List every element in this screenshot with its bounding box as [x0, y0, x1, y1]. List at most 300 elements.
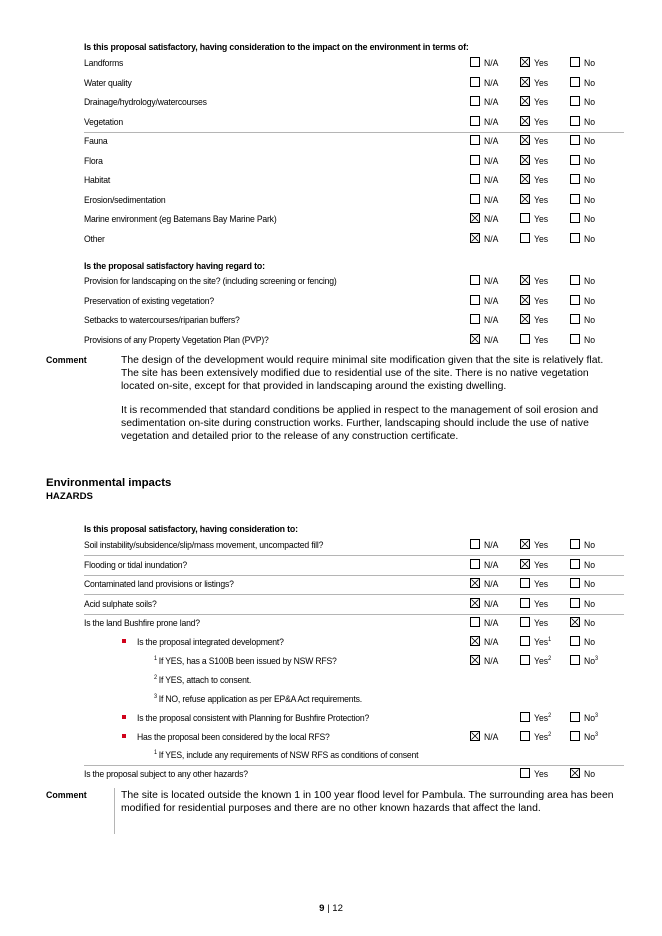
- row-label: [84, 275, 337, 286]
- na-option-label: [484, 334, 498, 345]
- option-text: No: [584, 275, 596, 286]
- checkbox-icon[interactable]: [470, 539, 480, 549]
- footnote-marker: 3: [595, 731, 599, 738]
- row-label-text: Landforms: [84, 57, 124, 68]
- checkbox-icon[interactable]: [520, 617, 530, 627]
- checklist-row: [84, 191, 624, 210]
- checkbox-icon[interactable]: [470, 116, 480, 126]
- na-option-label: [484, 636, 498, 647]
- checklist-row: [84, 230, 624, 249]
- checkbox-icon[interactable]: [470, 598, 480, 608]
- row-label: [84, 96, 207, 107]
- na-option-label: [484, 295, 498, 306]
- na-option-label: [484, 174, 498, 185]
- checklist-row: [84, 690, 624, 709]
- checklist-row: [84, 272, 624, 291]
- checkbox-icon[interactable]: [470, 655, 480, 665]
- yes-option-label: [534, 213, 548, 224]
- comment-text: [121, 789, 621, 826]
- checklist-row: [84, 113, 624, 133]
- checkbox-icon[interactable]: [570, 213, 580, 223]
- checklist-row: [84, 595, 624, 615]
- bullet-icon: [122, 715, 126, 719]
- no-option-label: [584, 539, 595, 550]
- yes-option-label: [534, 233, 548, 244]
- option-text: No: [584, 57, 596, 68]
- row-label-text: Other: [84, 232, 105, 244]
- checkbox-icon[interactable]: [470, 213, 480, 223]
- comment-text: [121, 354, 621, 454]
- row-label-text: Preservation of existing vegetation?: [84, 294, 215, 306]
- row-label-text: Acid sulphate soils?: [84, 597, 157, 609]
- yes-option-label: [534, 578, 548, 589]
- checklist-row: [84, 93, 624, 112]
- option-text: Yes: [534, 578, 549, 589]
- row-label: [84, 578, 234, 589]
- checkbox-icon[interactable]: [570, 314, 580, 324]
- option-text: Yes: [534, 768, 549, 779]
- option-text: No: [584, 232, 596, 244]
- yes-option-label: [534, 731, 551, 742]
- option-text: N/A: [484, 558, 499, 570]
- checkbox-icon[interactable]: [570, 559, 580, 569]
- checkbox-icon[interactable]: [520, 712, 530, 722]
- na-option-label: [484, 194, 498, 205]
- row-label: [84, 295, 214, 306]
- footnote-marker: 2: [548, 655, 552, 662]
- yes-option-label: [534, 275, 548, 286]
- option-text: Yes: [534, 135, 549, 146]
- checkbox-icon[interactable]: [470, 559, 480, 569]
- option-text: No: [584, 174, 596, 185]
- na-option-label: [484, 578, 498, 589]
- checkbox-icon[interactable]: [520, 598, 530, 608]
- option-text: N/A: [484, 539, 499, 550]
- env-question: Is this proposal satisfactory, having consideration to the impact on the environment in terms of:: [84, 42, 469, 53]
- row-label-text: Has the proposal been considered by the local RFS?: [137, 731, 330, 742]
- option-text: Yes: [534, 174, 549, 185]
- option-text: Yes: [534, 655, 549, 666]
- option-text: No: [584, 731, 596, 742]
- option-text: N/A: [484, 232, 499, 244]
- checklist-row: [84, 54, 624, 73]
- checkbox-icon[interactable]: [470, 77, 480, 87]
- no-option-label: [584, 96, 595, 107]
- row-label-text: Provision for landscaping on the site? (including screening or fencing): [84, 275, 337, 286]
- checkbox-icon[interactable]: [470, 233, 480, 243]
- yes-option-label: [534, 334, 548, 345]
- option-text: Yes: [534, 115, 549, 127]
- checkbox-icon[interactable]: [520, 233, 530, 243]
- footnote-marker: 3: [595, 712, 599, 719]
- checklist-row: [84, 536, 624, 556]
- checkbox-icon[interactable]: [570, 77, 580, 87]
- checklist-row: [84, 746, 624, 766]
- option-text: N/A: [484, 597, 499, 609]
- comment-divider: [114, 788, 115, 834]
- option-text: N/A: [484, 154, 499, 166]
- checkbox-icon[interactable]: [520, 57, 530, 67]
- checkbox-icon[interactable]: [570, 233, 580, 243]
- option-text: No: [584, 712, 596, 723]
- yes-option-label: [534, 96, 548, 107]
- yes-option-label: [534, 174, 548, 185]
- option-text: No: [584, 76, 596, 88]
- option-text: N/A: [484, 96, 499, 107]
- option-text: Yes: [534, 232, 549, 244]
- option-text: Yes: [534, 76, 549, 88]
- checklist-row: [84, 152, 624, 171]
- checklist-row: [84, 556, 624, 576]
- checkbox-icon[interactable]: [570, 116, 580, 126]
- checkbox-icon[interactable]: [470, 578, 480, 588]
- checkbox-icon[interactable]: [470, 57, 480, 67]
- page-separator: |: [324, 903, 333, 914]
- checkbox-icon[interactable]: [570, 135, 580, 145]
- row-label: [84, 174, 110, 185]
- checkbox-icon[interactable]: [520, 636, 530, 646]
- checkbox-icon[interactable]: [570, 539, 580, 549]
- row-label: [84, 768, 248, 779]
- checklist-row: [84, 210, 624, 229]
- row-label: [137, 636, 284, 647]
- na-option-label: [484, 559, 498, 570]
- checkbox-icon[interactable]: [520, 731, 530, 741]
- checkbox-icon[interactable]: [520, 578, 530, 588]
- checkbox-icon[interactable]: [570, 655, 580, 665]
- option-text: No: [584, 193, 596, 205]
- option-text: No: [584, 154, 596, 166]
- checkbox-icon[interactable]: [570, 155, 580, 165]
- comment-paragraph: The site is located outside the known 1 in 100 year flood level for Pambula. The surrounding area has been modified for residential purposes and there are no other known hazards that affect the land.: [121, 790, 614, 814]
- option-text: No: [584, 558, 596, 570]
- row-label-text: Flooding or tidal inundation?: [84, 558, 188, 570]
- option-text: N/A: [484, 294, 499, 306]
- row-label: [137, 712, 369, 723]
- no-option-label: [584, 275, 595, 286]
- checkbox-icon[interactable]: [570, 768, 580, 778]
- na-option-label: [484, 77, 498, 88]
- yes-option-label: [534, 617, 548, 628]
- checkbox-icon[interactable]: [470, 155, 480, 165]
- checkbox-icon[interactable]: [570, 617, 580, 627]
- option-text: N/A: [484, 275, 499, 286]
- option-text: Yes: [534, 597, 549, 609]
- option-text: No: [584, 96, 596, 107]
- checklist-row: [84, 671, 624, 690]
- na-option-label: [484, 213, 498, 224]
- row-label-text: Setbacks to watercourses/riparian buffers?: [84, 314, 240, 325]
- footnote-marker: 1: [154, 749, 157, 756]
- footnote-marker: 2: [548, 731, 552, 738]
- row-label: [84, 135, 108, 146]
- row-label: [84, 334, 269, 345]
- row-label-text: Fauna: [84, 135, 108, 146]
- checkbox-icon[interactable]: [570, 636, 580, 646]
- section-subtitle: HAZARDS: [46, 491, 93, 502]
- row-label: [84, 539, 323, 550]
- checklist-row: [84, 311, 624, 330]
- checkbox-icon[interactable]: [520, 275, 530, 285]
- checklist-row: [84, 575, 624, 595]
- checkbox-icon[interactable]: [520, 174, 530, 184]
- no-option-label: [584, 213, 595, 224]
- yes-option-label: [534, 295, 548, 306]
- checkbox-icon[interactable]: [570, 731, 580, 741]
- option-text: No: [584, 333, 596, 345]
- checklist-row: [84, 652, 624, 671]
- row-label-text: Flora: [84, 154, 103, 166]
- no-option-label: [584, 578, 595, 589]
- checkbox-icon[interactable]: [470, 135, 480, 145]
- footnote-marker: 2: [548, 712, 552, 719]
- comment-paragraph: It is recommended that standard conditions be applied in respect to the management of soil erosion and sedimentation on-site during construction works. Further, landscaping should include the use of native vegetation and detailed prior to the release of any construction certificate.: [121, 405, 599, 442]
- option-text: N/A: [484, 333, 499, 345]
- checkbox-icon[interactable]: [470, 174, 480, 184]
- row-label-text: Provisions of any Property Vegetation Plan (PVP)?: [84, 333, 269, 345]
- checkbox-icon[interactable]: [520, 655, 530, 665]
- no-option-label: [584, 155, 595, 166]
- row-label-text: If YES, include any requirements of NSW RFS as conditions of consent: [158, 749, 419, 760]
- checkbox-icon[interactable]: [570, 295, 580, 305]
- option-text: N/A: [484, 135, 499, 146]
- option-text: No: [584, 578, 596, 589]
- row-label-text: Marine environment (eg Batemans Bay Marine Park): [84, 213, 277, 224]
- checkbox-icon[interactable]: [520, 96, 530, 106]
- row-label: [84, 155, 103, 166]
- option-text: N/A: [484, 314, 499, 325]
- checkbox-icon[interactable]: [520, 116, 530, 126]
- no-option-label: [584, 135, 595, 146]
- footnote-marker: 1: [548, 636, 552, 643]
- checkbox-icon[interactable]: [520, 213, 530, 223]
- checkbox-icon[interactable]: [520, 334, 530, 344]
- section-title: Environmental impacts: [46, 477, 172, 489]
- option-text: N/A: [484, 578, 499, 589]
- option-text: Yes: [534, 617, 549, 628]
- row-label: [84, 314, 240, 325]
- checkbox-icon[interactable]: [470, 96, 480, 106]
- checkbox-icon[interactable]: [520, 77, 530, 87]
- checkbox-icon[interactable]: [470, 617, 480, 627]
- checklist-row: [84, 728, 624, 747]
- option-text: No: [584, 135, 596, 146]
- checklist-row: [84, 765, 624, 784]
- no-option-label: [584, 77, 595, 88]
- option-text: N/A: [484, 213, 499, 224]
- na-option-label: [484, 275, 498, 286]
- total-pages: 12: [332, 903, 343, 914]
- checklist-row: [84, 709, 624, 728]
- no-option-label: [584, 768, 595, 779]
- no-option-label: [584, 233, 595, 244]
- option-text: Yes: [534, 154, 549, 166]
- option-text: Yes: [534, 96, 549, 107]
- yes-option-label: [534, 768, 548, 779]
- checkbox-icon[interactable]: [570, 96, 580, 106]
- no-option-label: [584, 174, 595, 185]
- option-text: No: [584, 597, 596, 609]
- option-text: Yes: [534, 712, 549, 723]
- checkbox-icon[interactable]: [470, 731, 480, 741]
- no-option-label: [584, 194, 595, 205]
- current-page: 9: [319, 903, 325, 914]
- checklist-row: [84, 74, 624, 93]
- na-option-label: [484, 155, 498, 166]
- row-label-text: Is the proposal integrated development?: [137, 636, 284, 647]
- row-label-text: Vegetation: [84, 115, 123, 127]
- checkbox-icon[interactable]: [570, 57, 580, 67]
- checkbox-icon[interactable]: [470, 314, 480, 324]
- option-text: No: [584, 768, 596, 779]
- na-option-label: [484, 96, 498, 107]
- option-text: No: [584, 539, 596, 550]
- na-option-label: [484, 135, 498, 146]
- row-label-text: Habitat: [84, 174, 111, 185]
- na-option-label: [484, 655, 498, 666]
- row-label: [154, 674, 251, 685]
- option-text: Yes: [534, 333, 549, 345]
- option-text: Yes: [534, 558, 549, 570]
- row-label-text: Soil instability/subsidence/slip/mass movement, uncompacted fill?: [84, 539, 324, 550]
- checkbox-icon[interactable]: [470, 295, 480, 305]
- yes-option-label: [534, 57, 548, 68]
- no-option-label: [584, 617, 595, 628]
- option-text: No: [584, 294, 596, 306]
- checkbox-icon[interactable]: [570, 712, 580, 722]
- option-text: Yes: [534, 731, 549, 742]
- yes-option-label: [534, 135, 548, 146]
- option-text: N/A: [484, 617, 499, 628]
- checkbox-icon[interactable]: [570, 174, 580, 184]
- row-label-text: Is the proposal consistent with Planning for Bushfire Protection?: [137, 712, 370, 723]
- yes-option-label: [534, 314, 548, 325]
- option-text: Yes: [534, 539, 549, 550]
- checklist-row: [84, 292, 624, 311]
- no-option-label: [584, 636, 595, 647]
- row-label: [84, 598, 157, 609]
- row-label: [84, 559, 187, 570]
- na-option-label: [484, 617, 498, 628]
- row-label: [154, 655, 337, 666]
- yes-option-label: [534, 559, 548, 570]
- row-label-text: Water quality: [84, 76, 132, 88]
- option-text: N/A: [484, 174, 499, 185]
- no-option-label: [584, 655, 598, 666]
- checkbox-icon[interactable]: [520, 559, 530, 569]
- row-label-text: Is the land Bushfire prone land?: [84, 617, 200, 628]
- yes-option-label: [534, 636, 551, 647]
- yes-option-label: [534, 194, 548, 205]
- row-label: [84, 194, 165, 205]
- checkbox-icon[interactable]: [520, 135, 530, 145]
- comment-label: Comment: [46, 790, 87, 801]
- comment-label: Comment: [46, 355, 87, 366]
- yes-option-label: [534, 116, 548, 127]
- row-label: [84, 617, 200, 628]
- footnote-marker: 2: [154, 674, 157, 681]
- option-text: N/A: [484, 115, 499, 127]
- row-label-text: If NO, refuse application as per EP&A Act requirements.: [158, 693, 362, 704]
- footnote-marker: 3: [154, 693, 157, 700]
- checklist-row: [84, 614, 624, 633]
- row-label-text: If YES, attach to consent.: [158, 674, 252, 685]
- footnote-marker: 1: [154, 655, 157, 662]
- option-text: No: [584, 314, 596, 325]
- checkbox-icon[interactable]: [520, 539, 530, 549]
- checkbox-icon[interactable]: [570, 275, 580, 285]
- checkbox-icon[interactable]: [470, 636, 480, 646]
- option-text: No: [584, 213, 596, 224]
- row-label: [137, 731, 330, 742]
- row-label: [84, 213, 277, 224]
- no-option-label: [584, 712, 598, 723]
- option-text: N/A: [484, 655, 499, 666]
- na-option-label: [484, 731, 498, 742]
- comment-paragraph: The design of the development would require minimal site modification given that the site is relatively flat. The site has been extensively modified due to residential use of the site. There is no native vegetation located on-site, except for that provided in landscaping around the existing dwelling.: [121, 355, 604, 392]
- checkbox-icon[interactable]: [570, 334, 580, 344]
- option-text: Yes: [534, 636, 549, 647]
- checkbox-icon[interactable]: [570, 578, 580, 588]
- yes-option-label: [534, 77, 548, 88]
- hazards-question: Is this proposal satisfactory, having consideration to:: [84, 524, 298, 535]
- regard-question: Is the proposal satisfactory having regard to:: [84, 261, 265, 272]
- row-label: [84, 233, 105, 244]
- option-text: No: [584, 655, 596, 666]
- checklist-row: [84, 132, 624, 151]
- no-option-label: [584, 116, 595, 127]
- no-option-label: [584, 598, 595, 609]
- option-text: No: [584, 115, 596, 127]
- row-label: [84, 116, 123, 127]
- yes-option-label: [534, 155, 548, 166]
- checkbox-icon[interactable]: [520, 295, 530, 305]
- option-text: No: [584, 617, 596, 628]
- checkbox-icon[interactable]: [520, 768, 530, 778]
- checklist-row: [84, 331, 624, 350]
- row-label: [154, 693, 362, 704]
- no-option-label: [584, 559, 595, 570]
- na-option-label: [484, 598, 498, 609]
- option-text: Yes: [534, 57, 549, 68]
- checkbox-icon[interactable]: [470, 275, 480, 285]
- option-text: Yes: [534, 193, 549, 205]
- bullet-icon: [122, 639, 126, 643]
- bullet-icon: [122, 734, 126, 738]
- row-label-text: Erosion/sedimentation: [84, 193, 166, 205]
- row-label: [84, 57, 123, 68]
- footnote-marker: 3: [595, 655, 599, 662]
- checkbox-icon[interactable]: [520, 194, 530, 204]
- checkbox-icon[interactable]: [520, 314, 530, 324]
- checkbox-icon[interactable]: [470, 334, 480, 344]
- no-option-label: [584, 731, 598, 742]
- option-text: N/A: [484, 636, 499, 647]
- na-option-label: [484, 539, 498, 550]
- page-number: [0, 903, 662, 914]
- na-option-label: [484, 57, 498, 68]
- option-text: Yes: [534, 213, 549, 224]
- option-text: N/A: [484, 193, 499, 205]
- na-option-label: [484, 314, 498, 325]
- checkbox-icon[interactable]: [520, 155, 530, 165]
- row-label-text: Contaminated land provisions or listings?: [84, 578, 234, 589]
- option-text: Yes: [534, 275, 549, 286]
- checkbox-icon[interactable]: [570, 598, 580, 608]
- checkbox-icon[interactable]: [570, 194, 580, 204]
- checkbox-icon[interactable]: [470, 194, 480, 204]
- yes-option-label: [534, 712, 551, 723]
